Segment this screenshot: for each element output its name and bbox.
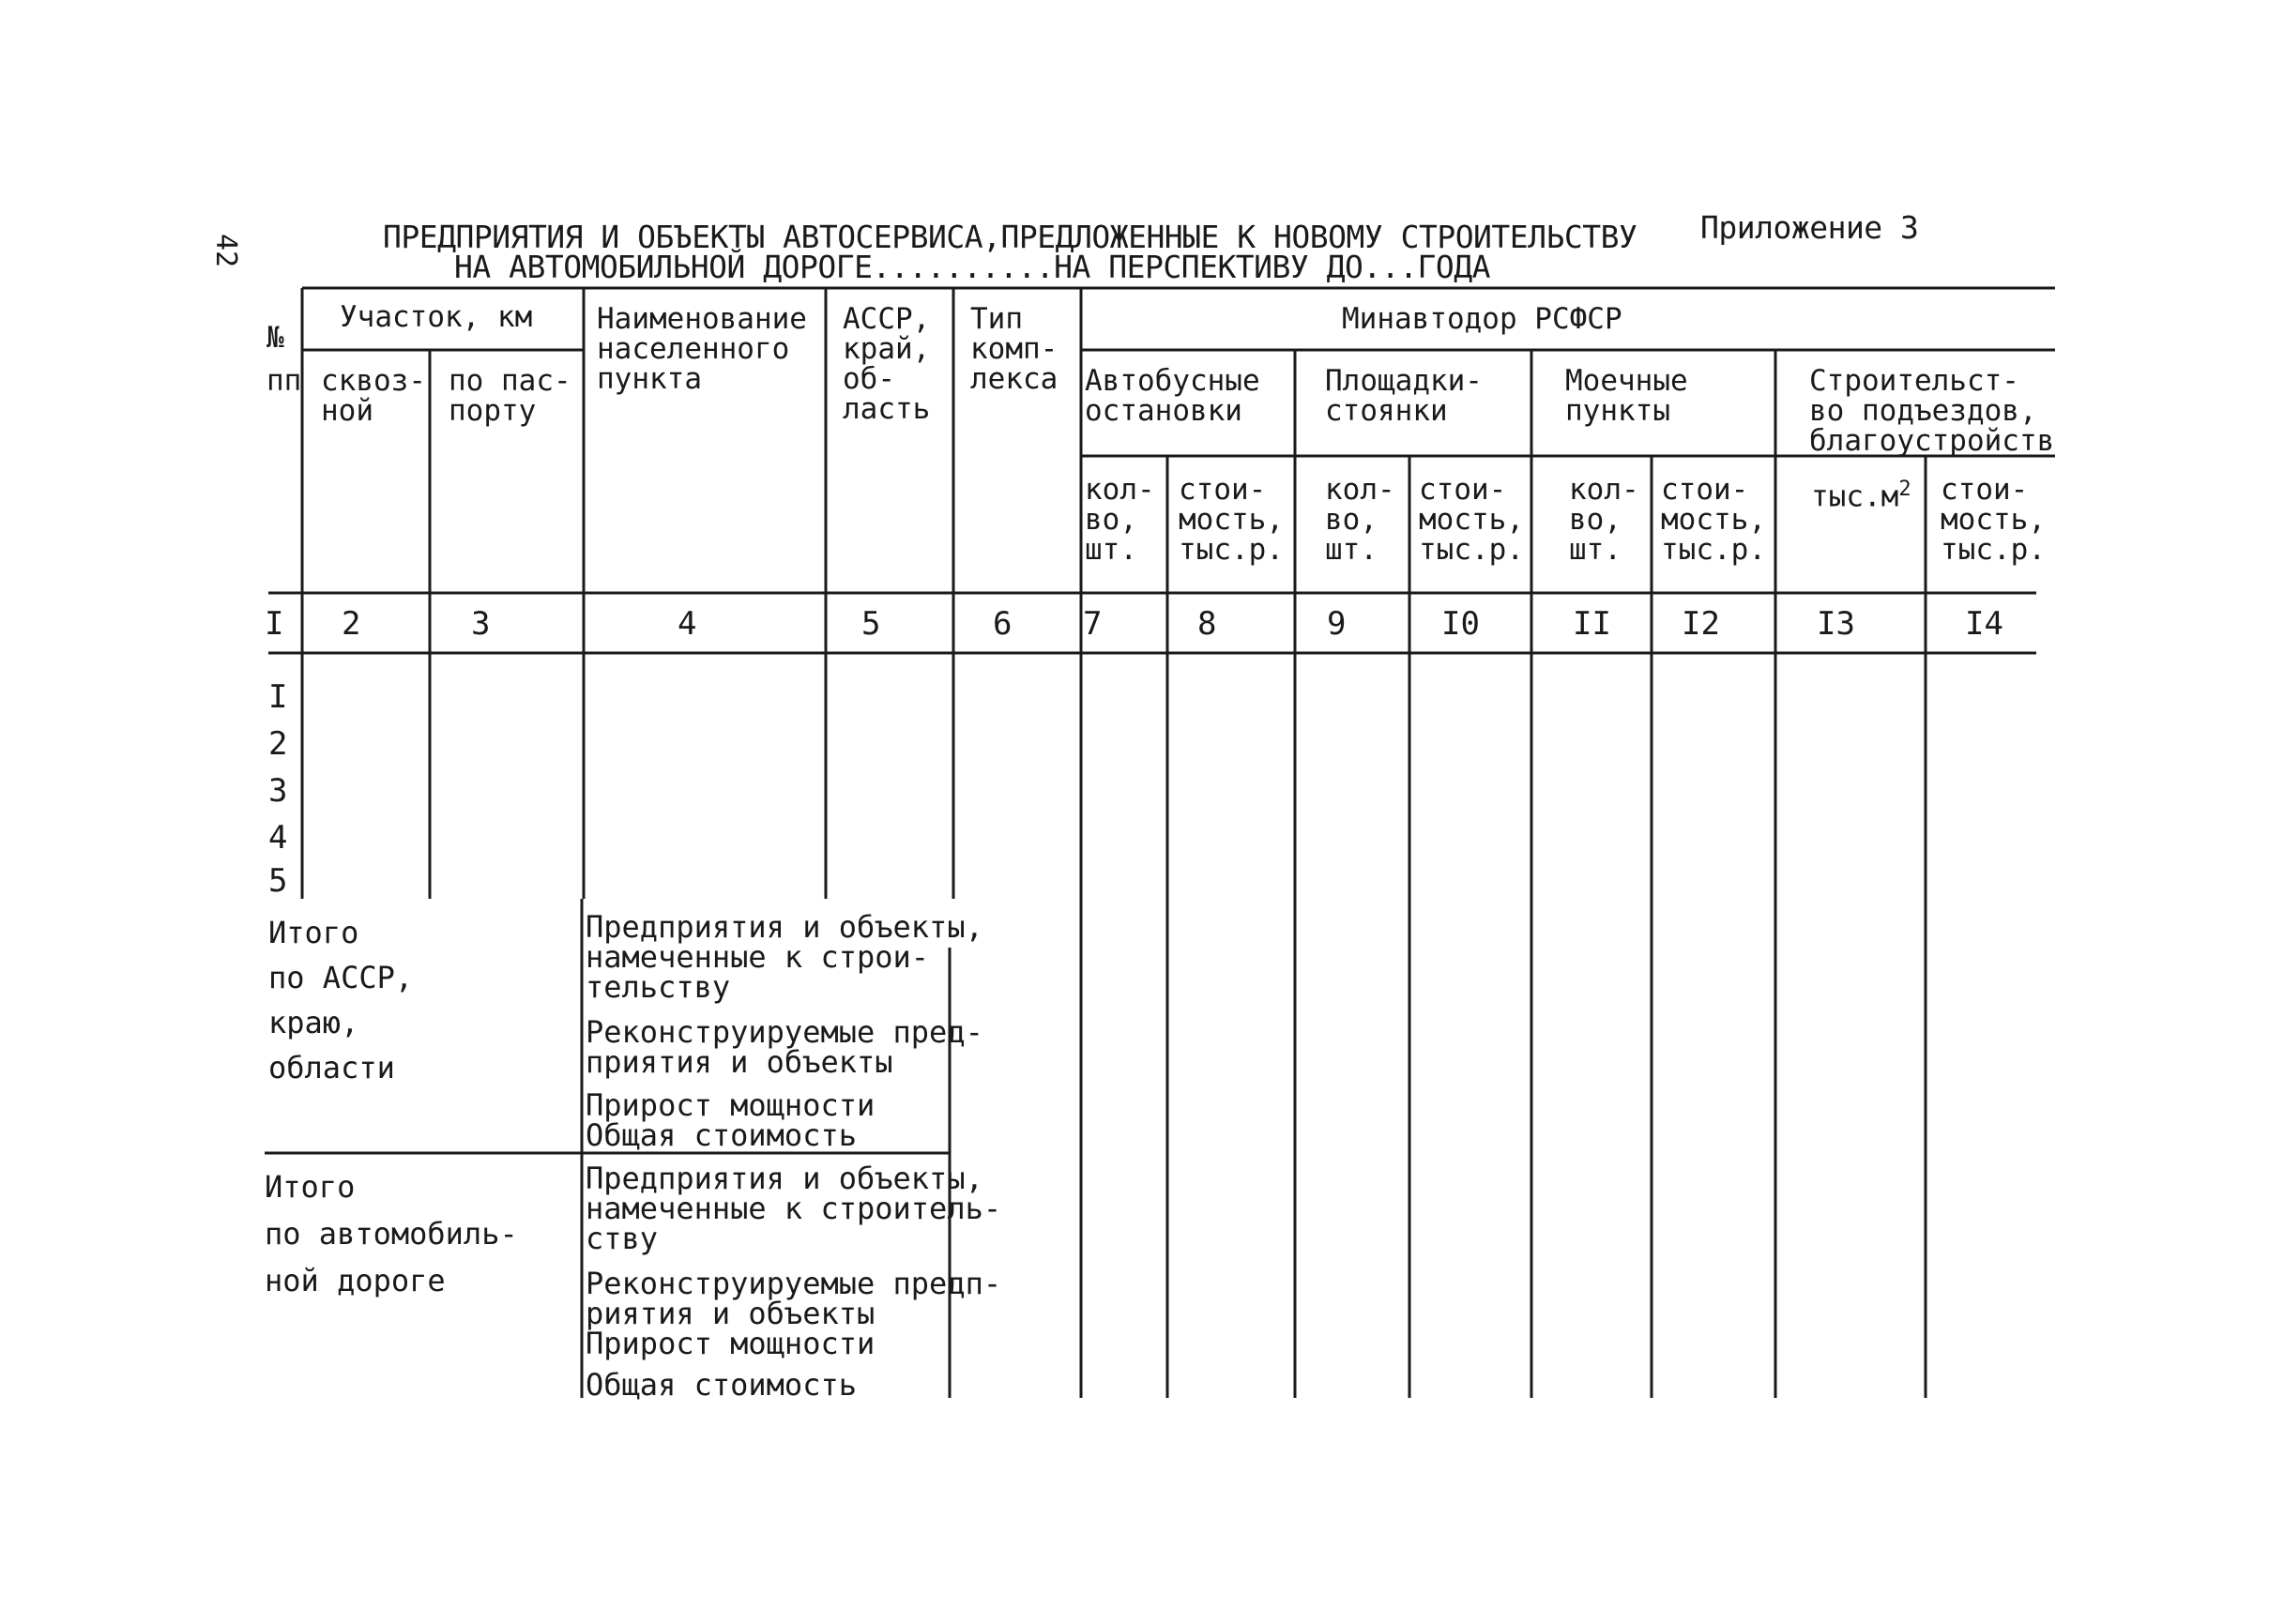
totals-road-label: Итого по автомобиль- ной дороге: [265, 1169, 518, 1298]
header-bus-cost: стои- мость, тыс.р.: [1179, 473, 1284, 567]
header-parking-qty: кол- во, шт.: [1325, 473, 1395, 567]
document-title-line1: ПРЕДПРИЯТИЯ И ОБЪЕКТЫ АВТОСЕРВИСА,ПРЕДЛОЖЕННЫЕ К НОВОМУ СТРОИТЕЛЬСТВУ: [383, 219, 1637, 255]
column-number: 9: [1327, 605, 1347, 643]
totals-region-label: Итого по АССР, краю, области: [268, 915, 414, 1085]
column-number: 5: [861, 605, 881, 643]
header-car-wash: Моечные пункты: [1565, 364, 1688, 428]
row-number: 4: [268, 819, 288, 857]
totals-region-item-reconstructed: Реконструируемые пред- приятия и объекты: [586, 1014, 983, 1080]
column-number: 3: [471, 605, 491, 643]
totals-region-item-planned: Предприятия и объекты, намеченные к строи- тельству: [586, 909, 983, 1005]
header-passport: по пас- порту: [449, 364, 571, 428]
column-number: 2: [342, 605, 361, 643]
appendix-label: Приложение 3: [1700, 209, 1919, 246]
header-complex-type: Тип комп- лекса: [970, 302, 1058, 396]
header-parking: Площадки- стоянки: [1325, 364, 1483, 428]
column-number: 6: [993, 605, 1013, 643]
header-number: №: [266, 321, 284, 355]
row-number: 5: [268, 862, 288, 900]
row-number: I: [268, 678, 288, 716]
totals-road-item-planned: Предприятия и объекты, намеченные к строитель- ству: [586, 1161, 1002, 1256]
document-title-line2: НА АВТОМОБИЛЬНОЙ ДОРОГЕ..........НА ПЕРСПЕКТИВУ ДО...ГОДА: [454, 249, 1490, 285]
column-number: 8: [1197, 605, 1217, 643]
header-wash-cost: стои- мость, тыс.р.: [1661, 473, 1766, 567]
column-number: 7: [1083, 605, 1103, 643]
column-number: 4: [678, 605, 697, 643]
header-through: сквоз- ной: [321, 364, 426, 428]
header-bus-stops: Автобусные остановки: [1085, 364, 1260, 428]
header-bus-qty: кол- во, шт.: [1085, 473, 1155, 567]
header-construction-cost: стои- мость, тыс.р.: [1941, 473, 2046, 567]
header-construction: Строительст- во подъездов, благоустройств: [1809, 364, 2055, 458]
column-number: II: [1573, 605, 1611, 643]
header-settlement: Наименование населенного пункта: [597, 302, 807, 396]
column-number: I4: [1965, 605, 2003, 643]
header-region: АССР, край, об- ласть: [843, 302, 931, 426]
header-area: $тыс.м^2$: [1811, 478, 1911, 514]
header-wash-qty: кол- во, шт.: [1569, 473, 1639, 567]
column-number: I: [265, 605, 284, 643]
page-number: 42: [209, 233, 243, 268]
column-number: I0: [1441, 605, 1480, 643]
header-parking-cost: стои- мость, тыс.р.: [1419, 473, 1524, 567]
header-section-km: Участок, км: [340, 300, 533, 334]
totals-road-item-cost: Общая стоимость: [586, 1367, 857, 1403]
header-number-pp: пп: [266, 364, 302, 398]
header-ministry: Минавтодор РСФСР: [1342, 302, 1622, 336]
totals-road-item-reconstructed: Реконструируемые предп- риятия и объекты Прирост мощности: [586, 1266, 1002, 1361]
row-number: 3: [268, 772, 288, 810]
column-number: I3: [1817, 605, 1855, 643]
totals-region-item-capacity-cost: Прирост мощности Общая стоимость: [586, 1087, 876, 1153]
row-number: 2: [268, 725, 288, 763]
column-number: I2: [1682, 605, 1720, 643]
